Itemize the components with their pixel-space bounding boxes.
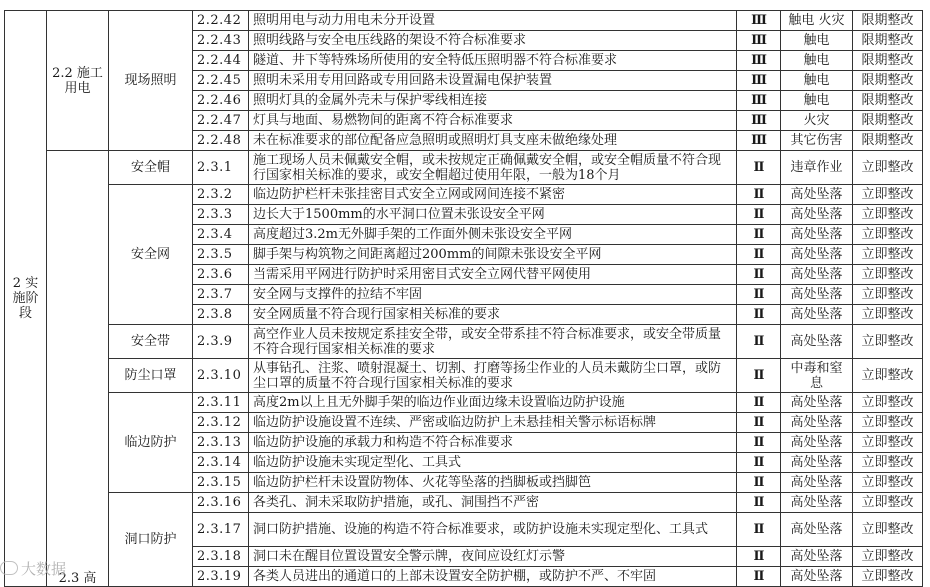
code-cell: 2.3.7 (193, 285, 249, 305)
level-cell: Ⅲ (737, 131, 781, 151)
description-cell: 高度超过3.2m无外脚手架的工作面外侧未张设安全平网 (249, 225, 737, 245)
consequence-cell: 高处坠落 (781, 325, 853, 359)
description-cell: 脚手架与构筑物之间距离超过200mm的间隙未张设安全平网 (249, 245, 737, 265)
item-cell: 洞口防护 (109, 493, 193, 587)
description-cell: 照明灯具的金属外壳未与保护零线相连接 (249, 91, 737, 111)
level-cell: Ⅱ (737, 493, 781, 513)
code-cell: 2.3.1 (193, 151, 249, 185)
level-cell: Ⅱ (737, 413, 781, 433)
description-cell: 洞口防护措施、设施的构造不符合标准要求，或防护设施未实现定型化、工具式 (249, 513, 737, 547)
description-cell: 照明用电与动力用电未分开设置 (249, 11, 737, 31)
description-cell: 高度2m以上且无外脚手架的临边作业面边缘未设置临边防护设施 (249, 393, 737, 413)
consequence-cell: 触电 (781, 91, 853, 111)
subcategory-cell: 2.3 高 (47, 151, 109, 587)
description-cell: 各类人员进出的通道口的上部未设置安全防护棚，或防护不严、不牢固 (249, 567, 737, 587)
consequence-cell: 触电 火灾 (781, 11, 853, 31)
code-cell: 2.3.4 (193, 225, 249, 245)
action-cell: 立即整改 (853, 493, 923, 513)
item-cell: 安全网 (109, 185, 193, 325)
action-cell: 立即整改 (853, 547, 923, 567)
description-cell: 边长大于1500mm的水平洞口位置未张设安全平网 (249, 205, 737, 225)
table-row (5, 393, 923, 413)
code-cell: 2.3.5 (193, 245, 249, 265)
action-cell: 立即整改 (853, 473, 923, 493)
level-cell: Ⅱ (737, 393, 781, 413)
consequence-cell: 高处坠落 (781, 567, 853, 587)
level-cell: Ⅱ (737, 285, 781, 305)
level-cell: Ⅲ (737, 51, 781, 71)
consequence-cell: 高处坠落 (781, 433, 853, 453)
code-cell: 2.2.48 (193, 131, 249, 151)
action-cell: 立即整改 (853, 205, 923, 225)
level-cell: Ⅱ (737, 245, 781, 265)
table-row (5, 493, 923, 513)
description-cell: 各类孔、洞未采取防护措施，或孔、洞围挡不严密 (249, 493, 737, 513)
consequence-cell: 高处坠落 (781, 285, 853, 305)
consequence-cell: 高处坠落 (781, 413, 853, 433)
action-cell: 立即整改 (853, 245, 923, 265)
code-cell: 2.3.17 (193, 513, 249, 547)
consequence-cell: 高处坠落 (781, 393, 853, 413)
code-cell: 2.3.3 (193, 205, 249, 225)
item-cell: 现场照明 (109, 11, 193, 151)
code-cell: 2.3.13 (193, 433, 249, 453)
code-cell: 2.3.2 (193, 185, 249, 205)
consequence-cell: 高处坠落 (781, 205, 853, 225)
action-cell: 限期整改 (853, 51, 923, 71)
description-cell: 从事钻孔、注浆、喷射混凝土、切割、打磨等扬尘作业的人员未戴防尘口罩，或防尘口罩的质量不符合现行国家相关标准的要求 (249, 359, 737, 393)
consequence-cell: 高处坠落 (781, 473, 853, 493)
level-cell: Ⅱ (737, 225, 781, 245)
level-cell: Ⅲ (737, 111, 781, 131)
description-cell: 临边防护栏杆未设置防物体、火花等坠落的挡脚板或挡脚笆 (249, 473, 737, 493)
level-cell: Ⅱ (737, 547, 781, 567)
level-cell: Ⅱ (737, 513, 781, 547)
action-cell: 限期整改 (853, 111, 923, 131)
level-cell: Ⅱ (737, 265, 781, 285)
watermark (0, 558, 66, 579)
consequence-cell: 中毒和窒息 (781, 359, 853, 393)
hazard-table (4, 10, 923, 587)
action-cell: 立即整改 (853, 513, 923, 547)
description-cell: 安全网与支撑件的拉结不牢固 (249, 285, 737, 305)
item-cell: 临边防护 (109, 393, 193, 493)
code-cell: 2.3.9 (193, 325, 249, 359)
consequence-cell: 其它伤害 (781, 131, 853, 151)
description-cell: 洞口未在醒目位置设置安全警示牌，夜间应设红灯示警 (249, 547, 737, 567)
level-cell: Ⅱ (737, 185, 781, 205)
consequence-cell: 触电 (781, 51, 853, 71)
code-cell: 2.2.47 (193, 111, 249, 131)
consequence-cell: 高处坠落 (781, 305, 853, 325)
code-cell: 2.2.44 (193, 51, 249, 71)
code-cell: 2.3.18 (193, 547, 249, 567)
action-cell: 立即整改 (853, 453, 923, 473)
action-cell: 限期整改 (853, 71, 923, 91)
code-cell: 2.2.45 (193, 71, 249, 91)
action-cell: 立即整改 (853, 305, 923, 325)
consequence-cell: 违章作业 (781, 151, 853, 185)
consequence-cell: 高处坠落 (781, 225, 853, 245)
consequence-cell: 高处坠落 (781, 453, 853, 473)
consequence-cell: 高处坠落 (781, 513, 853, 547)
table-row (5, 185, 923, 205)
description-cell: 照明未采用专用回路或专用回路未设置漏电保护装置 (249, 71, 737, 91)
level-cell: Ⅱ (737, 453, 781, 473)
code-cell: 2.3.11 (193, 393, 249, 413)
code-cell: 2.3.8 (193, 305, 249, 325)
code-cell: 2.2.42 (193, 11, 249, 31)
description-cell: 灯具与地面、易燃物间的距离不符合标准要求 (249, 111, 737, 131)
code-cell: 2.2.43 (193, 31, 249, 51)
level-cell: Ⅱ (737, 433, 781, 453)
action-cell: 立即整改 (853, 225, 923, 245)
action-cell: 立即整改 (853, 265, 923, 285)
code-cell: 2.3.15 (193, 473, 249, 493)
item-cell: 安全带 (109, 325, 193, 359)
consequence-cell: 高处坠落 (781, 265, 853, 285)
table-row (5, 151, 923, 185)
action-cell: 限期整改 (853, 31, 923, 51)
table-row (5, 11, 923, 31)
consequence-cell: 高处坠落 (781, 547, 853, 567)
consequence-cell: 高处坠落 (781, 493, 853, 513)
description-cell: 隧道、井下等特殊场所使用的安全特低压照明器不符合标准要求 (249, 51, 737, 71)
level-cell: Ⅱ (737, 325, 781, 359)
level-cell: Ⅱ (737, 151, 781, 185)
item-cell: 防尘口罩 (109, 359, 193, 393)
code-cell: 2.2.46 (193, 91, 249, 111)
action-cell: 立即整改 (853, 359, 923, 393)
action-cell: 立即整改 (853, 185, 923, 205)
code-cell: 2.3.16 (193, 493, 249, 513)
code-cell: 2.3.10 (193, 359, 249, 393)
description-cell: 施工现场人员未佩戴安全帽，或未按规定正确佩戴安全帽，或安全帽质量不符合现行国家相关标准的要求，或安全帽超过使用年限，一般为18个月 (249, 151, 737, 185)
description-cell: 临边防护设施未实现定型化、工具式 (249, 453, 737, 473)
action-cell: 立即整改 (853, 433, 923, 453)
description-cell: 临边防护栏杆未张挂密目式安全立网或网间连接不紧密 (249, 185, 737, 205)
level-cell: Ⅲ (737, 71, 781, 91)
action-cell: 限期整改 (853, 131, 923, 151)
table-row (5, 325, 923, 359)
level-cell: Ⅱ (737, 359, 781, 393)
phase-cell: 2 实施阶段 (5, 11, 47, 587)
code-cell: 2.3.6 (193, 265, 249, 285)
level-cell: Ⅱ (737, 473, 781, 493)
action-cell: 立即整改 (853, 151, 923, 185)
description-cell: 临边防护设施设置不连续、严密或临边防护上未悬挂相关警示标语标牌 (249, 413, 737, 433)
code-cell: 2.3.12 (193, 413, 249, 433)
consequence-cell: 触电 (781, 31, 853, 51)
description-cell: 临边防护设施的承载力和构造不符合标准要求 (249, 433, 737, 453)
level-cell: Ⅱ (737, 567, 781, 587)
level-cell: Ⅲ (737, 31, 781, 51)
description-cell: 未在标准要求的部位配备应急照明或照明灯具支座未做绝缘处理 (249, 131, 737, 151)
action-cell: 立即整改 (853, 413, 923, 433)
description-cell: 照明线路与安全电压线路的架设不符合标准要求 (249, 31, 737, 51)
level-cell: Ⅱ (737, 205, 781, 225)
consequence-cell: 触电 (781, 71, 853, 91)
watermark-text: 大数据 (21, 560, 67, 578)
action-cell: 立即整改 (853, 393, 923, 413)
consequence-cell: 火灾 (781, 111, 853, 131)
table-row (5, 359, 923, 393)
code-cell: 2.3.19 (193, 567, 249, 587)
description-cell: 高空作业人员未按规定系挂安全带，或安全带系挂不符合标准要求，或安全带质量不符合现行国家相关标准的要求 (249, 325, 737, 359)
code-cell: 2.3.14 (193, 453, 249, 473)
description-cell: 当需采用平网进行防护时采用密目式安全立网代替平网使用 (249, 265, 737, 285)
watermark-logo-icon (0, 561, 18, 575)
action-cell: 立即整改 (853, 325, 923, 359)
item-cell: 安全帽 (109, 151, 193, 185)
level-cell: Ⅱ (737, 305, 781, 325)
consequence-cell: 高处坠落 (781, 185, 853, 205)
action-cell: 立即整改 (853, 567, 923, 587)
level-cell: Ⅲ (737, 11, 781, 31)
subcategory-cell: 2.2 施工用电 (47, 11, 109, 151)
action-cell: 立即整改 (853, 285, 923, 305)
level-cell: Ⅲ (737, 91, 781, 111)
action-cell: 限期整改 (853, 91, 923, 111)
consequence-cell: 高处坠落 (781, 245, 853, 265)
action-cell: 限期整改 (853, 11, 923, 31)
description-cell: 安全网质量不符合现行国家相关标准的要求 (249, 305, 737, 325)
